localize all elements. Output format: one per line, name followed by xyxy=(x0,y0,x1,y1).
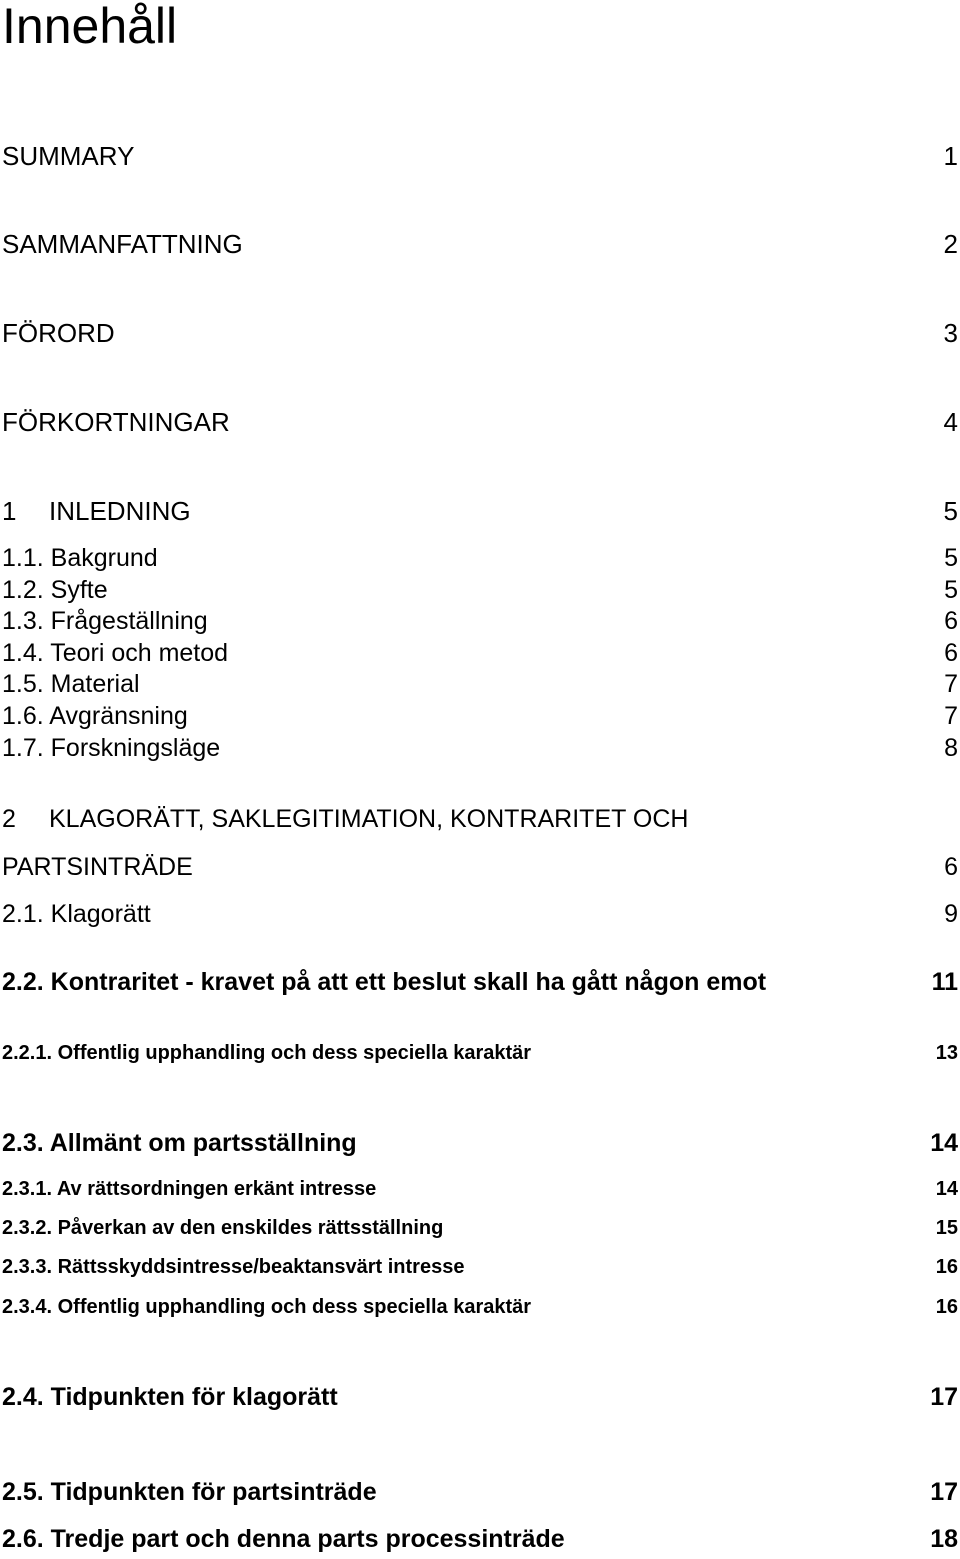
toc-entry-label: 2.3.4. Offentlig upphandling och dess speciella karaktär xyxy=(2,1296,532,1318)
toc-entry-label: INLEDNING xyxy=(49,496,191,526)
toc-entry-label: FÖRKORTNINGAR xyxy=(2,407,230,437)
toc-entry-label: 1.5. Material xyxy=(2,670,140,698)
toc-entry-2-2[interactable] xyxy=(2,968,958,997)
toc-entry-label: 1.3. Frågeställning xyxy=(2,607,208,635)
toc-entry-chapter-2-continued[interactable] xyxy=(2,853,958,882)
toc-entry-page: 5 xyxy=(944,576,958,604)
toc-entry-page: 13 xyxy=(935,1042,958,1064)
toc-entry-label: 2.3.1. Av rättsordningen erkänt intresse xyxy=(2,1178,377,1200)
toc-entry-forkortningar[interactable] xyxy=(2,407,958,438)
toc-entry-page: 16 xyxy=(935,1296,958,1318)
toc-entry-page: 17 xyxy=(930,1478,958,1506)
toc-entry-label: 2.2.1. Offentlig upphandling och dess speciella karaktär xyxy=(2,1042,532,1064)
toc-entry-1-6[interactable] xyxy=(2,702,958,731)
toc-entry-label: FÖRORD xyxy=(2,318,115,348)
toc-entry-1-5[interactable] xyxy=(2,670,958,699)
toc-entry-label: 1.6. Avgränsning xyxy=(2,702,188,730)
toc-entry-number: 1 xyxy=(2,496,17,526)
toc-entry-label: SUMMARY xyxy=(2,141,135,171)
toc-entry-label: 1.7. Forskningsläge xyxy=(2,734,221,762)
toc-entry-2-1[interactable] xyxy=(2,900,958,929)
toc-entry-label: 2.1. Klagorätt xyxy=(2,900,151,928)
toc-entry-page: 3 xyxy=(943,318,958,348)
toc-entry-page: 17 xyxy=(930,1383,958,1411)
toc-entry-2-3-4[interactable] xyxy=(2,1296,958,1319)
toc-entry-page: 5 xyxy=(943,496,958,526)
toc-entry-page: 18 xyxy=(930,1525,958,1553)
toc-entry-page: 7 xyxy=(944,670,958,698)
toc-entry-label: SAMMANFATTNING xyxy=(2,229,243,259)
toc-entry-label: KLAGORÄTT, SAKLEGITIMATION, KONTRARITET OCH xyxy=(49,805,689,833)
toc-entry-page: 4 xyxy=(943,407,958,437)
toc-entry-label: 1.2. Syfte xyxy=(2,576,108,604)
toc-entry-1-2[interactable] xyxy=(2,576,958,605)
toc-entry-2-5[interactable] xyxy=(2,1478,958,1507)
toc-entry-2-3[interactable] xyxy=(2,1129,958,1158)
toc-entry-label: 2.3.3. Rättsskyddsintresse/beaktansvärt intresse xyxy=(2,1256,465,1278)
toc-entry-2-3-2[interactable] xyxy=(2,1217,958,1240)
toc-entry-label: 2.3.2. Påverkan av den enskildes rättsställning xyxy=(2,1217,444,1239)
toc-entry-2-6[interactable] xyxy=(2,1525,958,1554)
toc-entry-label: 2.3. Allmänt om partsställning xyxy=(2,1129,357,1157)
toc-entry-page: 6 xyxy=(944,853,958,881)
toc-entry-1-4[interactable] xyxy=(2,639,958,668)
toc-entry-page: 11 xyxy=(931,968,958,996)
toc-entry-page: 14 xyxy=(935,1178,958,1200)
toc-entry-1-1[interactable] xyxy=(2,544,958,573)
toc-entry-2-2-1[interactable] xyxy=(2,1042,958,1065)
toc-entry-page: 6 xyxy=(944,639,958,667)
toc-entry-label: PARTSINTRÄDE xyxy=(2,853,193,881)
toc-entry-page: 1 xyxy=(943,141,958,171)
toc-entry-forord[interactable] xyxy=(2,318,958,349)
toc-entry-1-3[interactable] xyxy=(2,607,958,636)
toc-entry-page: 15 xyxy=(935,1217,958,1239)
toc-entry-sammanfattning[interactable] xyxy=(2,229,958,260)
toc-entry-inledning[interactable] xyxy=(2,496,958,527)
toc-entry-2-3-3[interactable] xyxy=(2,1256,958,1279)
toc-entry-number: 2 xyxy=(2,805,16,833)
toc-entry-page: 2 xyxy=(943,229,958,259)
toc-entry-2-4[interactable] xyxy=(2,1383,958,1412)
page-title: Innehåll xyxy=(2,0,178,54)
toc-entry-chapter-2[interactable] xyxy=(2,805,958,834)
toc-entry-page: 8 xyxy=(944,734,958,762)
toc-entry-label: 2.6. Tredje part och denna parts processinträde xyxy=(2,1525,565,1553)
toc-entry-label: 2.5. Tidpunkten för partsinträde xyxy=(2,1478,377,1506)
toc-entry-label: 1.1. Bakgrund xyxy=(2,544,158,572)
toc-entry-label: 1.4. Teori och metod xyxy=(2,639,229,667)
toc-entry-page: 5 xyxy=(944,544,958,572)
toc-entry-label: 2.2. Kontraritet - kravet på att ett beslut skall ha gått någon emot xyxy=(2,968,767,996)
toc-entry-page: 7 xyxy=(944,702,958,730)
toc-entry-page: 9 xyxy=(944,900,958,928)
toc-entry-1-7[interactable] xyxy=(2,734,958,763)
toc-entry-label: 2.4. Tidpunkten för klagorätt xyxy=(2,1383,338,1411)
toc-entry-page: 14 xyxy=(930,1129,958,1157)
toc-entry-summary[interactable] xyxy=(2,141,958,172)
toc-entry-2-3-1[interactable] xyxy=(2,1178,958,1201)
toc-entry-page: 6 xyxy=(944,607,958,635)
toc-entry-page: 16 xyxy=(935,1256,958,1278)
